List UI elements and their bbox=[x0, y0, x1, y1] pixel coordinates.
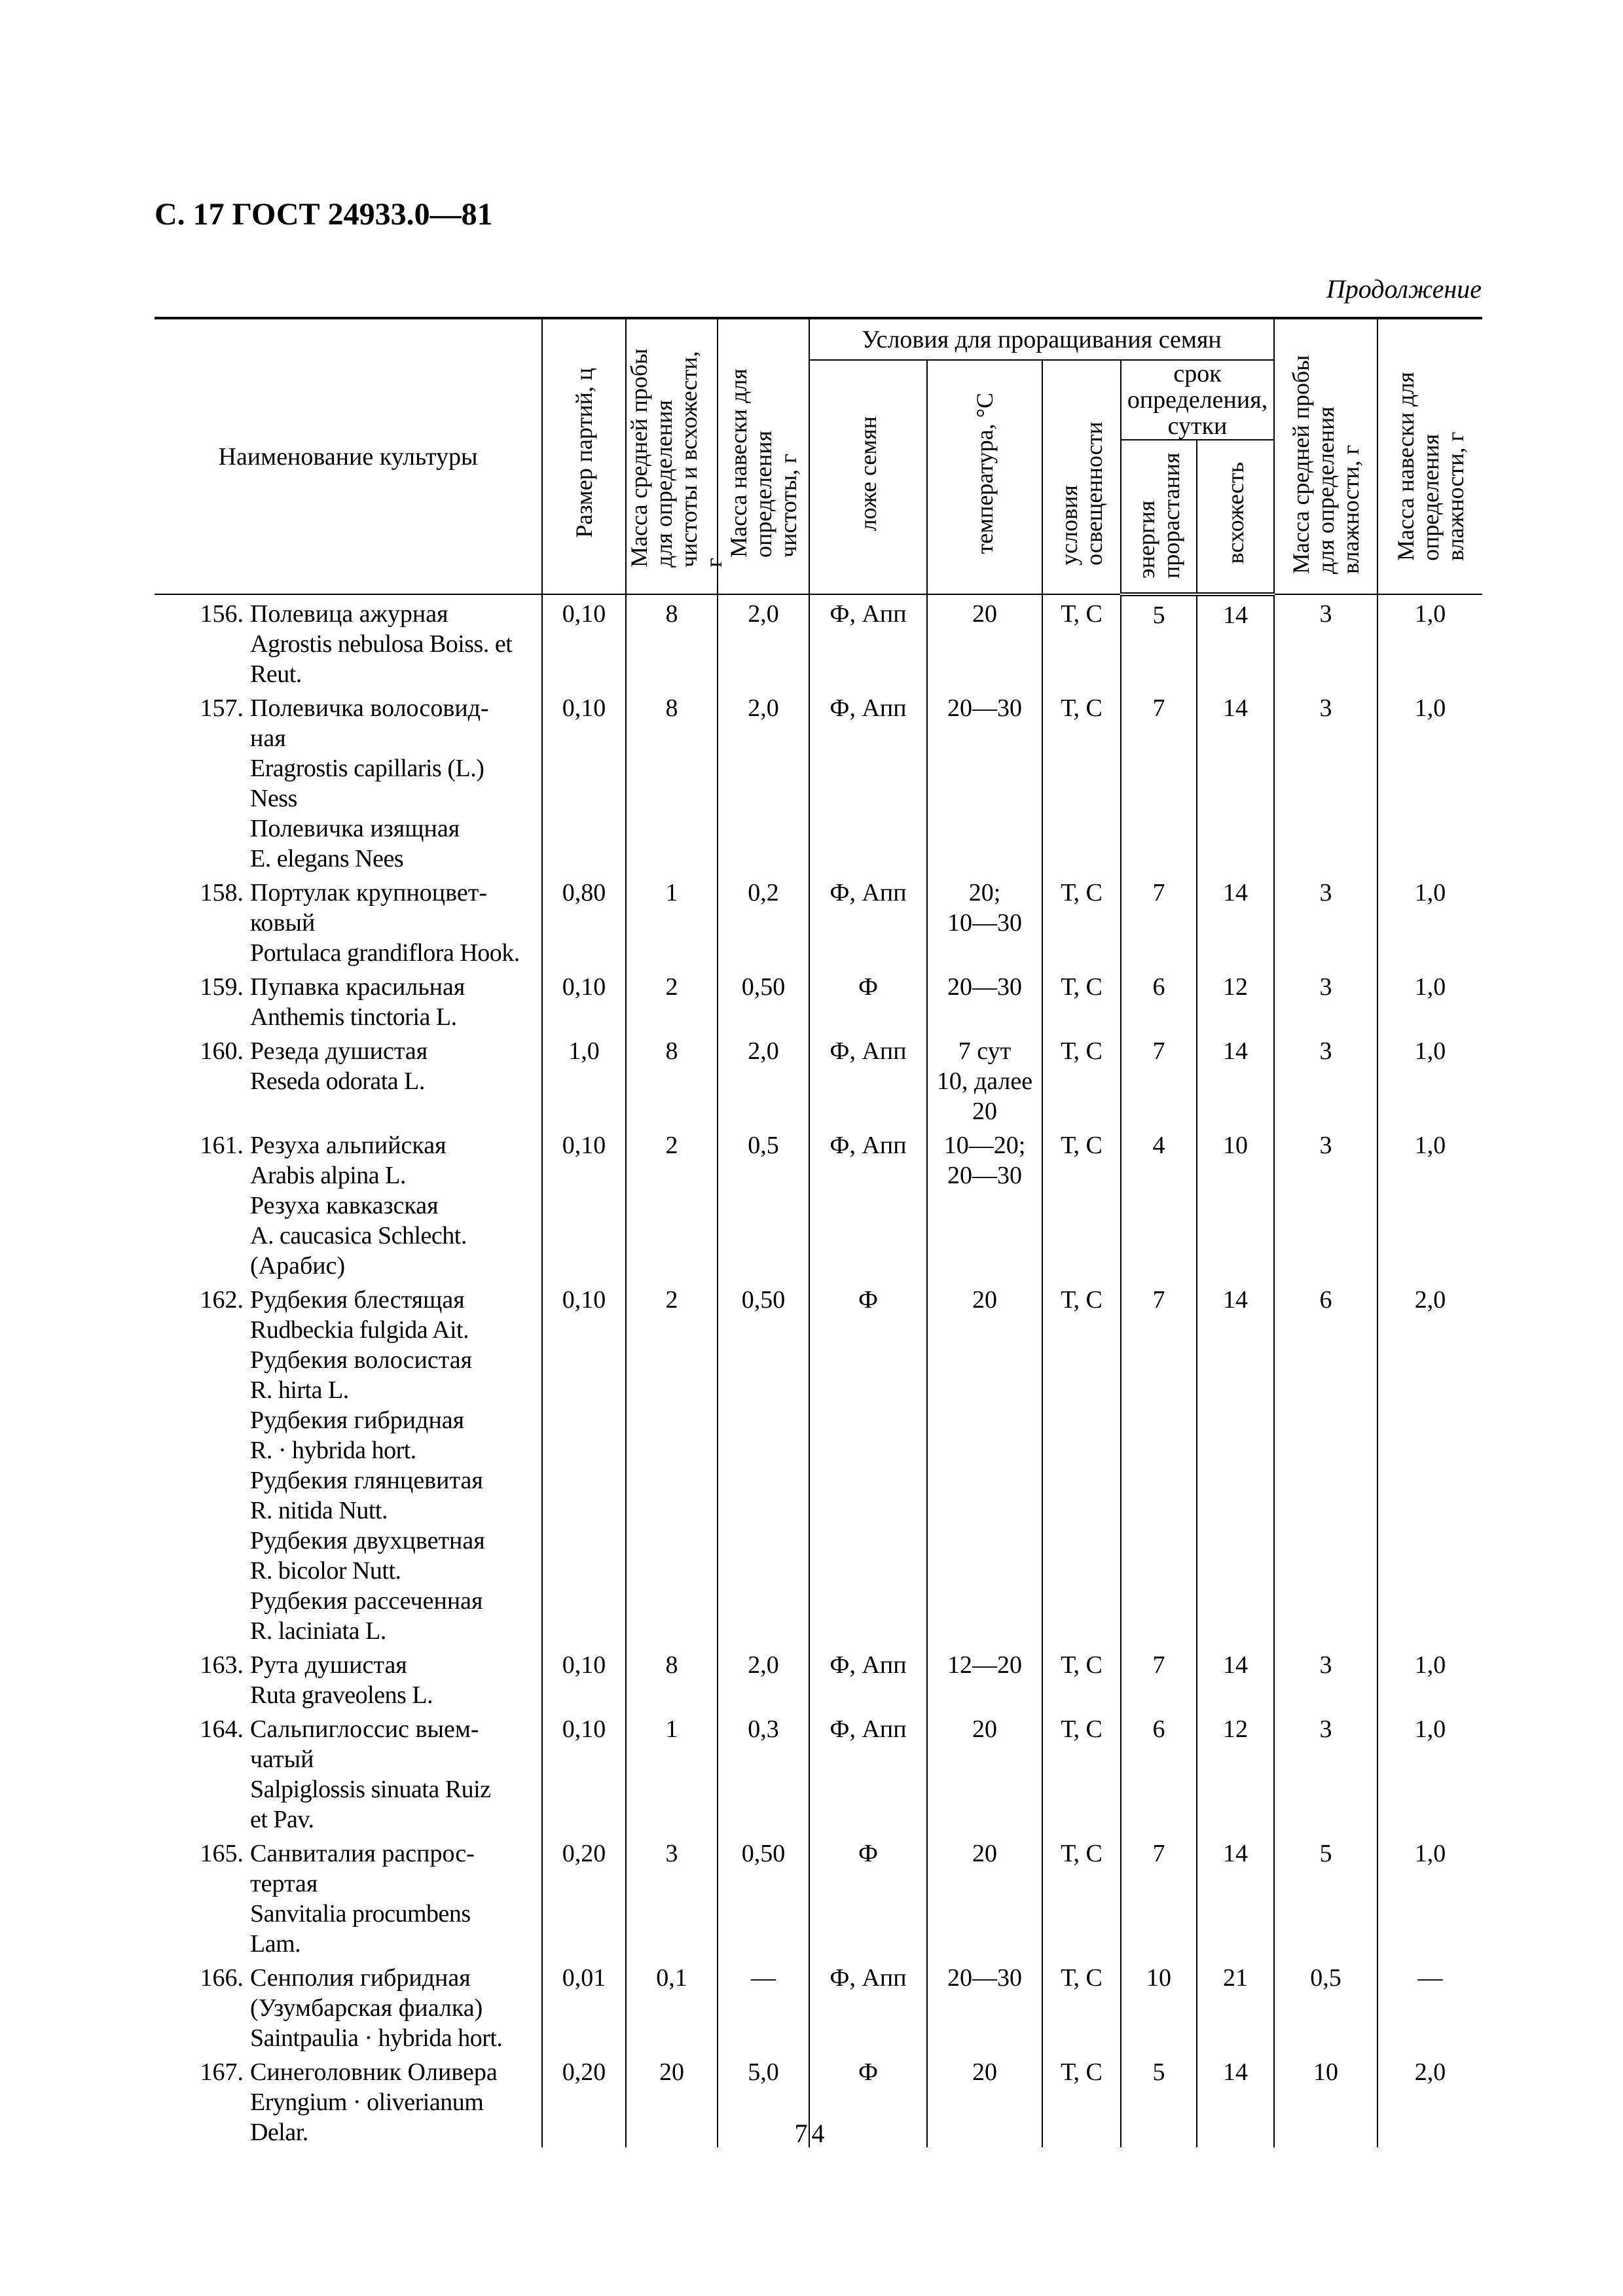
culture-name-line: E. elegans Nees bbox=[250, 845, 404, 872]
cell-energy: 7 bbox=[1121, 1646, 1197, 1710]
table-row bbox=[155, 1281, 1482, 1646]
cell-lot-size: 0,10 bbox=[542, 689, 626, 874]
culture-name-line: Сальпиглоссис выем- bbox=[250, 1715, 479, 1743]
cell-light: Т, С bbox=[1042, 1959, 1121, 2053]
cell-mass-moisture: 1,0 bbox=[1377, 968, 1482, 1032]
row-number: 164. bbox=[200, 1715, 244, 1743]
cell-bed: Ф, Апп bbox=[809, 1032, 927, 1126]
cell-bed: Ф, Апп bbox=[809, 874, 927, 968]
culture-name-line: (Узумбарская фиалка) bbox=[250, 1994, 483, 2022]
culture-name-line: Рута душистая bbox=[250, 1651, 407, 1679]
culture-name-line: Резеда душистая bbox=[250, 1037, 428, 1065]
row-number: 157. bbox=[200, 694, 244, 722]
cell-culture-name bbox=[155, 1835, 542, 1959]
col-header-mass-purity: Масса навески для определения чистоты, г bbox=[718, 318, 809, 594]
cell-mass-moisture: 1,0 bbox=[1377, 1126, 1482, 1281]
cell-culture-name bbox=[155, 594, 542, 689]
temperature-line: 20—30 bbox=[947, 694, 1022, 722]
cell-mass-purity-germ: 1 bbox=[626, 874, 718, 968]
culture-name-line: Saintpaulia · hybrida hort. bbox=[250, 2024, 503, 2052]
cell-lot-size: 0,80 bbox=[542, 874, 626, 968]
cell-mass-purity: 2,0 bbox=[718, 594, 809, 689]
cell-light: Т, С bbox=[1042, 968, 1121, 1032]
cell-mass-purity: 5,0 bbox=[718, 2053, 809, 2147]
cell-light: Т, С bbox=[1042, 594, 1121, 689]
cell-lot-size: 0,01 bbox=[542, 1959, 626, 2053]
culture-name-line: ковый bbox=[250, 909, 316, 937]
page-number: 74 bbox=[794, 2119, 829, 2148]
culture-name-line: et Pav. bbox=[250, 1806, 314, 1833]
culture-name-line: Резуха кавказская bbox=[250, 1192, 439, 1219]
cell-mass-purity: 2,0 bbox=[718, 689, 809, 874]
temperature-line: 20 bbox=[972, 1286, 997, 1314]
col-header-bed: ложе семян bbox=[809, 360, 927, 594]
row-number: 165. bbox=[200, 1840, 244, 1867]
cell-bed: Ф, Апп bbox=[809, 1710, 927, 1835]
cell-mass-moisture-sample: 0,5 bbox=[1274, 1959, 1377, 2053]
cell-energy: 7 bbox=[1121, 1032, 1197, 1126]
cell-mass-moisture: 2,0 bbox=[1377, 1281, 1482, 1646]
culture-name-line: Arabis alpina L. bbox=[250, 1162, 406, 1189]
cell-bed: Ф, Апп bbox=[809, 689, 927, 874]
cell-temperature bbox=[927, 689, 1042, 874]
cell-energy: 10 bbox=[1121, 1959, 1197, 2053]
cell-mass-purity-germ: 8 bbox=[626, 1646, 718, 1710]
col-header-germination: всхожесть bbox=[1197, 440, 1274, 594]
cell-bed: Ф, Апп bbox=[809, 1646, 927, 1710]
culture-name-line: Портулак крупноцвет- bbox=[250, 879, 487, 906]
culture-name-line: Рудбекия гибридная bbox=[250, 1407, 465, 1434]
culture-name-line: тертая bbox=[250, 1870, 318, 1897]
cell-mass-moisture: 1,0 bbox=[1377, 1710, 1482, 1835]
cell-mass-moisture-sample: 6 bbox=[1274, 1281, 1377, 1646]
culture-name-line: Полевица ажурная bbox=[250, 600, 448, 628]
culture-name-line: Резуха альпийская bbox=[250, 1132, 447, 1159]
cell-mass-moisture-sample: 3 bbox=[1274, 1710, 1377, 1835]
cell-light: Т, С bbox=[1042, 874, 1121, 968]
temperature-line: 20 bbox=[972, 1715, 997, 1743]
culture-name-line: Рудбекия глянцевитая bbox=[250, 1467, 483, 1494]
seed-testing-table bbox=[155, 317, 1482, 2147]
col-header-name: Наименование культуры bbox=[155, 318, 542, 594]
cell-temperature bbox=[927, 968, 1042, 1032]
cell-light: Т, С bbox=[1042, 1710, 1121, 1835]
temperature-line: 20; bbox=[968, 879, 1001, 906]
temperature-line: 12—20 bbox=[947, 1651, 1022, 1679]
cell-germination: 21 bbox=[1197, 1959, 1274, 2053]
cell-germination: 14 bbox=[1197, 1646, 1274, 1710]
cell-mass-purity: 2,0 bbox=[718, 1646, 809, 1710]
cell-lot-size: 0,20 bbox=[542, 2053, 626, 2147]
culture-name-line: R. · hybrida hort. bbox=[250, 1437, 416, 1464]
cell-energy: 7 bbox=[1121, 874, 1197, 968]
temperature-line: 20 bbox=[972, 1840, 997, 1867]
cell-mass-purity: — bbox=[718, 1959, 809, 2053]
cell-mass-purity: 0,3 bbox=[718, 1710, 809, 1835]
cell-mass-moisture-sample: 10 bbox=[1274, 2053, 1377, 2147]
temperature-line: 10—30 bbox=[947, 909, 1022, 937]
table-row bbox=[155, 1646, 1482, 1710]
culture-name-line: Eryngium · oliverianum bbox=[250, 2089, 484, 2116]
cell-mass-purity-germ: 3 bbox=[626, 1835, 718, 1959]
cell-light: Т, С bbox=[1042, 1032, 1121, 1126]
culture-name-line: Rudbeckia fulgida Ait. bbox=[250, 1316, 469, 1344]
col-header-term: срок определения, сутки bbox=[1121, 360, 1274, 440]
cell-energy: 6 bbox=[1121, 1710, 1197, 1835]
cell-light: Т, С bbox=[1042, 689, 1121, 874]
table-row bbox=[155, 1710, 1482, 1835]
cell-culture-name bbox=[155, 1281, 542, 1646]
culture-name-line: Sanvitalia procumbens bbox=[250, 1900, 471, 1928]
table-row bbox=[155, 1835, 1482, 1959]
row-number: 167. bbox=[200, 2058, 244, 2086]
culture-name-line: Санвиталия распрос- bbox=[250, 1840, 475, 1867]
cell-culture-name bbox=[155, 689, 542, 874]
culture-name-line: Рудбекия рассеченная bbox=[250, 1587, 483, 1615]
cell-mass-moisture-sample: 3 bbox=[1274, 1032, 1377, 1126]
cell-bed: Ф bbox=[809, 1835, 927, 1959]
cell-lot-size: 0,10 bbox=[542, 1710, 626, 1835]
culture-name-line: Salpiglossis sinuata Ruiz bbox=[250, 1776, 491, 1803]
cell-mass-purity-germ: 0,1 bbox=[626, 1959, 718, 2053]
cell-mass-purity-germ: 20 bbox=[626, 2053, 718, 2147]
cell-mass-purity-germ: 2 bbox=[626, 1281, 718, 1646]
cell-mass-moisture-sample: 3 bbox=[1274, 968, 1377, 1032]
cell-temperature bbox=[927, 1835, 1042, 1959]
cell-temperature bbox=[927, 594, 1042, 689]
culture-name-line: Полевичка волосовид- bbox=[250, 694, 489, 722]
cell-lot-size: 0,10 bbox=[542, 1281, 626, 1646]
cell-mass-moisture: 1,0 bbox=[1377, 1032, 1482, 1126]
cell-germination: 14 bbox=[1197, 1281, 1274, 1646]
culture-name-line: R. laciniata L. bbox=[250, 1617, 386, 1645]
culture-name-line: Ness bbox=[250, 785, 297, 812]
row-number: 166. bbox=[200, 1964, 244, 1992]
cell-light: Т, С bbox=[1042, 1281, 1121, 1646]
culture-name-line: Reseda odorata L. bbox=[250, 1067, 425, 1095]
table-row bbox=[155, 594, 1482, 689]
cell-mass-purity-germ: 8 bbox=[626, 594, 718, 689]
temperature-line: 10, далее bbox=[936, 1067, 1033, 1095]
cell-mass-moisture-sample: 3 bbox=[1274, 689, 1377, 874]
row-number: 158. bbox=[200, 879, 244, 906]
cell-mass-purity-germ: 8 bbox=[626, 689, 718, 874]
cell-mass-purity: 0,50 bbox=[718, 1281, 809, 1646]
table-row bbox=[155, 689, 1482, 874]
cell-mass-moisture: 1,0 bbox=[1377, 874, 1482, 968]
culture-name-line: ная bbox=[250, 725, 286, 752]
cell-lot-size: 1,0 bbox=[542, 1032, 626, 1126]
cell-culture-name bbox=[155, 1710, 542, 1835]
cell-light: Т, С bbox=[1042, 1646, 1121, 1710]
table-row bbox=[155, 1126, 1482, 1281]
cell-germination: 14 bbox=[1197, 2053, 1274, 2147]
cell-temperature bbox=[927, 874, 1042, 968]
col-header-temperature: температура, °С bbox=[927, 360, 1042, 594]
row-number: 161. bbox=[200, 1132, 244, 1159]
cell-mass-purity-germ: 8 bbox=[626, 1032, 718, 1126]
culture-name-line: Сенполия гибридная bbox=[250, 1964, 471, 1992]
cell-lot-size: 0,10 bbox=[542, 594, 626, 689]
col-header-energy: энергия прорастания bbox=[1121, 440, 1197, 594]
cell-germination: 14 bbox=[1197, 1032, 1274, 1126]
cell-mass-purity-germ: 2 bbox=[626, 1126, 718, 1281]
culture-name-line: Portulaca grandiflora Hook. bbox=[250, 939, 520, 967]
culture-name-line: Eragrostis capillaris (L.) bbox=[250, 755, 484, 782]
culture-name-line: Lam. bbox=[250, 1930, 301, 1958]
temperature-line: 20 bbox=[972, 2058, 997, 2086]
cell-energy: 7 bbox=[1121, 1835, 1197, 1959]
culture-name-line: Полевичка изящная bbox=[250, 815, 460, 842]
cell-temperature bbox=[927, 1646, 1042, 1710]
cell-lot-size: 0,10 bbox=[542, 1646, 626, 1710]
row-number: 159. bbox=[200, 973, 244, 1001]
cell-lot-size: 0,10 bbox=[542, 1126, 626, 1281]
row-number: 163. bbox=[200, 1651, 244, 1679]
continuation-label: Продолжение bbox=[1326, 274, 1482, 304]
culture-name-line: Delar. bbox=[250, 2119, 308, 2146]
cell-mass-purity: 0,2 bbox=[718, 874, 809, 968]
cell-mass-purity: 0,5 bbox=[718, 1126, 809, 1281]
temperature-line: 20—30 bbox=[947, 1162, 1022, 1189]
culture-name-line: Рудбекия блестящая bbox=[250, 1286, 465, 1314]
cell-germination: 14 bbox=[1197, 594, 1274, 689]
cell-temperature bbox=[927, 1710, 1042, 1835]
cell-bed: Ф, Апп bbox=[809, 1126, 927, 1281]
culture-name-line: Reut. bbox=[250, 660, 302, 688]
cell-mass-moisture: 1,0 bbox=[1377, 689, 1482, 874]
cell-mass-moisture-sample: 3 bbox=[1274, 874, 1377, 968]
cell-culture-name bbox=[155, 1959, 542, 2053]
cell-mass-moisture: 1,0 bbox=[1377, 594, 1482, 689]
cell-bed: Ф bbox=[809, 1281, 927, 1646]
cell-mass-moisture: 1,0 bbox=[1377, 1646, 1482, 1710]
cell-bed: Ф, Апп bbox=[809, 594, 927, 689]
culture-name-line: R. bicolor Nutt. bbox=[250, 1557, 401, 1585]
table-row bbox=[155, 1032, 1482, 1126]
table-row bbox=[155, 1959, 1482, 2053]
col-header-light: условия освещенности bbox=[1042, 360, 1121, 594]
cell-mass-moisture-sample: 5 bbox=[1274, 1835, 1377, 1959]
cell-energy: 5 bbox=[1121, 2053, 1197, 2147]
cell-mass-purity: 2,0 bbox=[718, 1032, 809, 1126]
cell-energy: 7 bbox=[1121, 1281, 1197, 1646]
cell-germination: 10 bbox=[1197, 1126, 1274, 1281]
temperature-line: 20—30 bbox=[947, 1964, 1022, 1992]
culture-name-line: Agrostis nebulosa Boiss. et bbox=[250, 630, 513, 658]
cell-culture-name bbox=[155, 968, 542, 1032]
col-header-conditions: Условия для проращивания семян bbox=[809, 318, 1274, 360]
cell-energy: 6 bbox=[1121, 968, 1197, 1032]
cell-temperature bbox=[927, 1281, 1042, 1646]
culture-name-line: Ruta graveolens L. bbox=[250, 1681, 433, 1709]
cell-germination: 14 bbox=[1197, 874, 1274, 968]
cell-germination: 14 bbox=[1197, 689, 1274, 874]
temperature-line: 20 bbox=[972, 600, 997, 628]
cell-germination: 12 bbox=[1197, 968, 1274, 1032]
culture-name-line: Рудбекия двухцветная bbox=[250, 1527, 485, 1554]
temperature-line: 10—20; bbox=[943, 1132, 1026, 1159]
cell-bed: Ф, Апп bbox=[809, 1959, 927, 2053]
culture-name-line: Anthemis tinctoria L. bbox=[250, 1003, 457, 1031]
row-number: 160. bbox=[200, 1037, 244, 1065]
culture-name-line: Рудбекия волосистая bbox=[250, 1346, 473, 1374]
cell-lot-size: 0,20 bbox=[542, 1835, 626, 1959]
col-header-mass-purity-germ: Масса средней пробы для определения чистоты и всхожести, г bbox=[626, 318, 718, 594]
cell-culture-name bbox=[155, 1126, 542, 1281]
cell-mass-moisture: 2,0 bbox=[1377, 2053, 1482, 2147]
cell-mass-purity: 0,50 bbox=[718, 1835, 809, 1959]
cell-light: Т, С bbox=[1042, 1835, 1121, 1959]
cell-bed: Ф bbox=[809, 968, 927, 1032]
cell-culture-name bbox=[155, 1646, 542, 1710]
cell-bed: Ф bbox=[809, 2053, 927, 2147]
cell-light: Т, С bbox=[1042, 2053, 1121, 2147]
cell-energy: 5 bbox=[1121, 594, 1197, 689]
cell-mass-purity-germ: 1 bbox=[626, 1710, 718, 1835]
temperature-line: 20—30 bbox=[947, 973, 1022, 1001]
culture-name-line: (Арабис) bbox=[250, 1252, 346, 1280]
cell-germination: 12 bbox=[1197, 1710, 1274, 1835]
cell-germination: 14 bbox=[1197, 1835, 1274, 1959]
culture-name-line: R. nitida Nutt. bbox=[250, 1497, 388, 1524]
temperature-line: 20 bbox=[972, 1098, 997, 1125]
temperature-line: 7 сут bbox=[958, 1037, 1012, 1065]
culture-name-line: R. hirta L. bbox=[250, 1376, 349, 1404]
col-header-mass-moisture: Масса навески для определения влажности, г bbox=[1377, 318, 1482, 594]
row-number: 162. bbox=[200, 1286, 244, 1314]
page-title: С. 17 ГОСТ 24933.0—81 bbox=[155, 197, 493, 232]
row-number: 156. bbox=[200, 600, 244, 628]
cell-mass-moisture-sample: 3 bbox=[1274, 594, 1377, 689]
culture-name-line: чатый bbox=[250, 1746, 314, 1773]
col-header-lot-size: Размер партий, ц bbox=[542, 318, 626, 594]
cell-mass-purity-germ: 2 bbox=[626, 968, 718, 1032]
cell-mass-purity: 0,50 bbox=[718, 968, 809, 1032]
table-row bbox=[155, 874, 1482, 968]
cell-temperature bbox=[927, 1959, 1042, 2053]
cell-mass-moisture-sample: 3 bbox=[1274, 1646, 1377, 1710]
cell-light: Т, С bbox=[1042, 1126, 1121, 1281]
cell-temperature bbox=[927, 1126, 1042, 1281]
table-row bbox=[155, 968, 1482, 1032]
col-header-mass-moisture-sample: Масса средней пробы для определения влажности, г bbox=[1274, 318, 1377, 594]
cell-mass-moisture-sample: 3 bbox=[1274, 1126, 1377, 1281]
cell-mass-moisture: 1,0 bbox=[1377, 1835, 1482, 1959]
culture-name-line: Синеголовник Оливера bbox=[250, 2058, 498, 2086]
cell-mass-moisture: — bbox=[1377, 1959, 1482, 2053]
cell-energy: 4 bbox=[1121, 1126, 1197, 1281]
culture-name-line: A. caucasica Schlecht. bbox=[250, 1222, 467, 1249]
cell-temperature bbox=[927, 1032, 1042, 1126]
cell-culture-name bbox=[155, 874, 542, 968]
cell-energy: 7 bbox=[1121, 689, 1197, 874]
cell-lot-size: 0,10 bbox=[542, 968, 626, 1032]
cell-culture-name bbox=[155, 1032, 542, 1126]
culture-name-line: Пупавка красильная bbox=[250, 973, 465, 1001]
